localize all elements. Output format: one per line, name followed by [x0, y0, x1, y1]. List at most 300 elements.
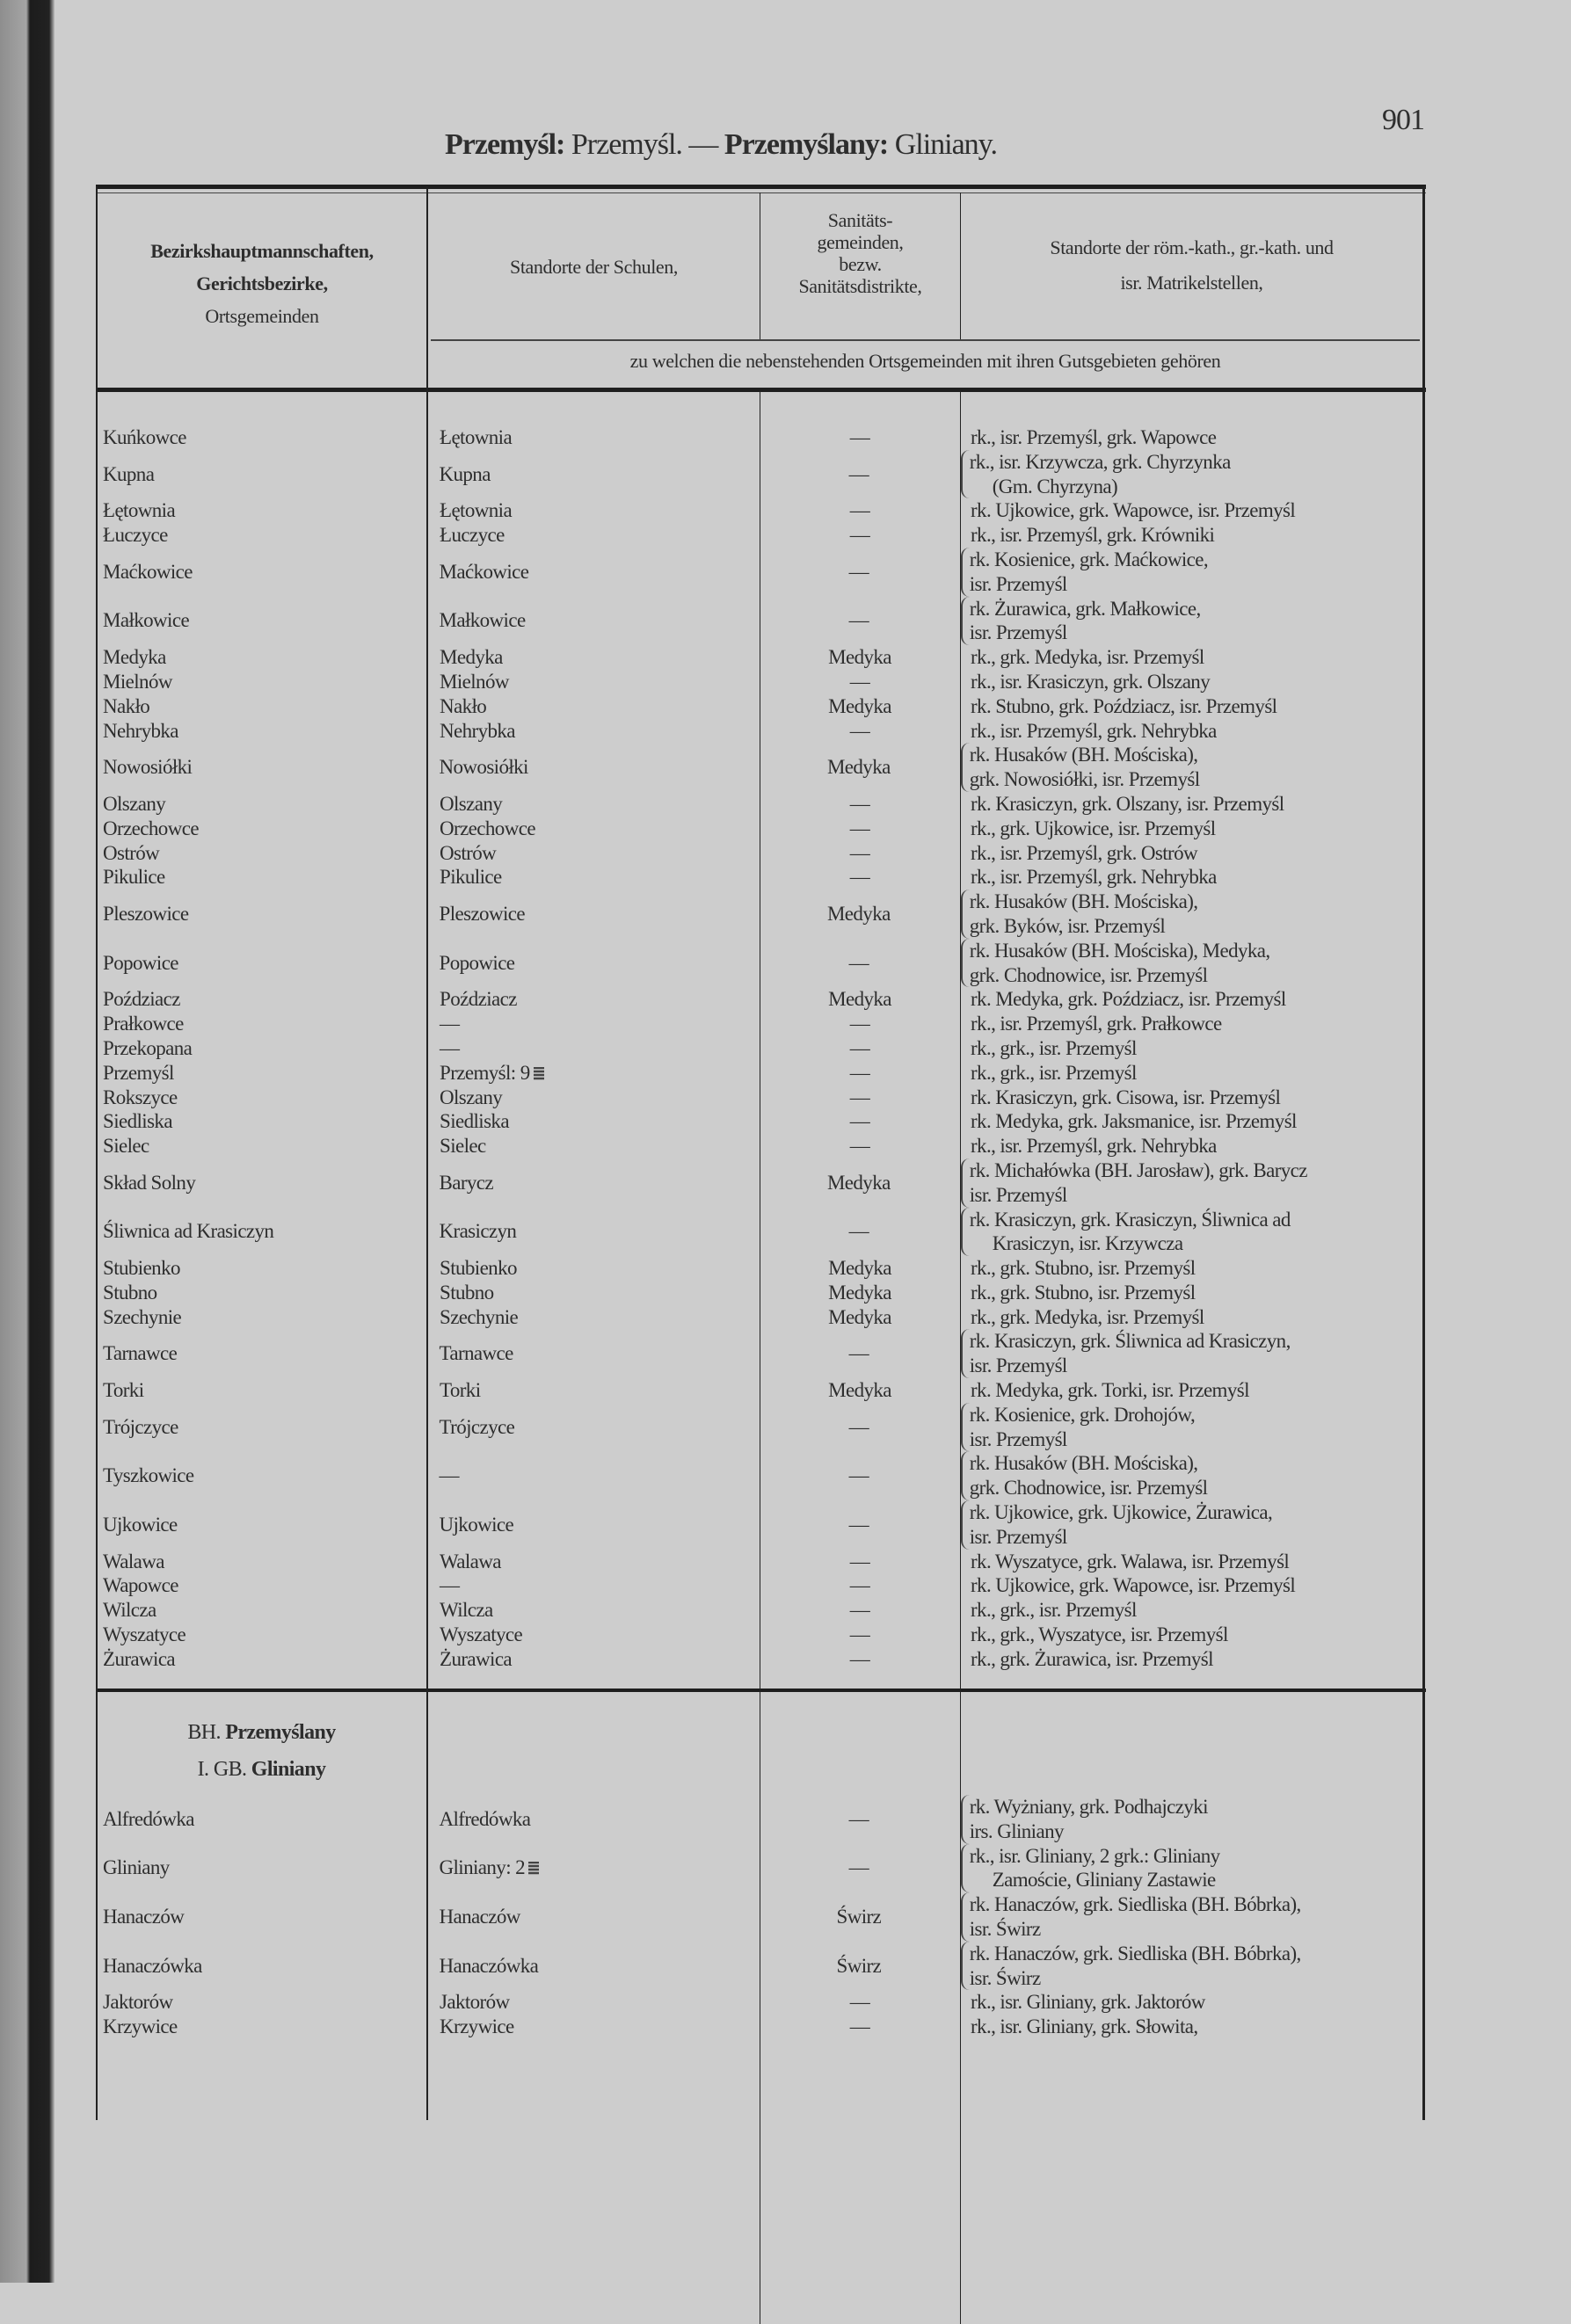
- school-location-text: Popowice: [439, 951, 515, 974]
- school-building-icon: [528, 1862, 539, 1875]
- table-row: [96, 2015, 1424, 2039]
- school-building-icon: [534, 1067, 544, 1080]
- register-line: rk., grk., isr. Przemyśl: [971, 1061, 1137, 1084]
- commune-name: Mielnów: [103, 670, 172, 693]
- register-locations: [960, 1990, 1424, 2015]
- school-location: [427, 865, 760, 890]
- register-locations: [960, 670, 1424, 694]
- school-location-text: Olszany: [440, 792, 503, 815]
- table-row: [96, 597, 1424, 646]
- table-row: [96, 1573, 1424, 1598]
- school-location: [427, 608, 760, 633]
- register-line: rk., grk., isr. Przemyśl: [971, 1036, 1137, 1059]
- section-przemysl: [96, 425, 1424, 1672]
- commune-name: Stubno: [103, 1281, 157, 1304]
- sanitary-district: —: [849, 1013, 870, 1035]
- table-row: [96, 743, 1424, 792]
- register-line: rk., grk. Ujkowice, isr. Przemyśl: [971, 817, 1216, 839]
- table-row: [96, 939, 1424, 988]
- register-locations: [960, 694, 1424, 719]
- table-row: [96, 890, 1424, 939]
- table-row: [96, 548, 1424, 597]
- register-locations: [961, 743, 1424, 792]
- school-location: [427, 1086, 760, 1110]
- register-line: rk., grk. Medyka, isr. Przemyśl: [971, 1305, 1204, 1328]
- commune-name: Popowice: [103, 951, 178, 974]
- section-divider-rule: [96, 1689, 1426, 1692]
- school-location-text: Szechynie: [440, 1305, 519, 1328]
- register-line: rk., grk. Stubno, isr. Przemyśl: [971, 1281, 1196, 1304]
- sanitary-district: —: [848, 560, 869, 583]
- school-location: [427, 694, 760, 719]
- school-location-text: Siedliska: [440, 1110, 509, 1133]
- school-location: [427, 1856, 760, 1880]
- sanitary-district: —: [849, 817, 870, 839]
- school-location-text: Poździacz: [440, 988, 517, 1011]
- table-row: [96, 1329, 1424, 1378]
- table-row: [96, 1451, 1424, 1500]
- school-location: [427, 1281, 760, 1305]
- register-locations: [960, 2015, 1424, 2039]
- register-locations: [961, 1942, 1424, 1991]
- sanitary-district: Medyka: [828, 1281, 891, 1304]
- register-line: grk. Chodnowice, isr. Przemyśl: [969, 1477, 1208, 1500]
- header-col4-line: isr. Matrikelstellen,: [1120, 272, 1263, 294]
- header-col4-line: Standorte der röm.-kath., gr.-kath. und: [1050, 236, 1334, 258]
- register-locations: [961, 1329, 1424, 1378]
- school-location-text: Sielec: [440, 1135, 486, 1158]
- school-location: [427, 1954, 760, 1979]
- school-location-text: Ostrów: [440, 841, 497, 864]
- register-locations: [960, 1305, 1424, 1330]
- register-line: grk. Nowosiółki, isr. Przemyśl: [969, 768, 1200, 791]
- sanitary-district: Medyka: [826, 1171, 891, 1194]
- school-location: [427, 462, 760, 487]
- sanitary-district: —: [849, 499, 870, 522]
- register-locations: [960, 645, 1424, 670]
- school-location-text: Nehrybka: [440, 719, 515, 742]
- register-line: rk. Ujkowice, grk. Wapowce, isr. Przemyśl: [971, 1574, 1296, 1597]
- school-location: [427, 841, 760, 866]
- table-row: [96, 498, 1424, 523]
- sanitary-district: —: [849, 426, 870, 448]
- register-line: rk. Husaków (BH. Mościska), Medyka,: [969, 939, 1270, 962]
- register-locations: [960, 1256, 1424, 1281]
- district-name: Przemyślany: [225, 1721, 336, 1744]
- school-location-text: Pleszowice: [439, 903, 525, 926]
- district-prefix: BH.: [187, 1721, 221, 1744]
- header-col1-line: Bezirkshauptmannschaften,: [150, 240, 374, 262]
- register-line: rk. Kosienice, grk. Drohojów,: [969, 1403, 1196, 1426]
- commune-name: Hanaczów: [103, 1906, 185, 1928]
- school-location-text: Barycz: [439, 1171, 494, 1194]
- commune-name: Orzechowce: [103, 817, 199, 839]
- school-location-text: —: [440, 1574, 460, 1597]
- sanitary-district: —: [848, 1807, 869, 1830]
- register-locations: [961, 548, 1424, 597]
- sanitary-district: —: [848, 1513, 869, 1536]
- school-location-text: Olszany: [440, 1086, 503, 1108]
- commune-name: Pleszowice: [103, 903, 189, 926]
- school-location: [427, 1647, 760, 1672]
- sanitary-district: —: [849, 866, 870, 889]
- commune-name: Tarnawce: [103, 1342, 178, 1365]
- title-court-2: Gliniany.: [894, 128, 997, 161]
- register-locations: [960, 1647, 1424, 1672]
- header-col3-line: Sanitätsdistrikte,: [798, 275, 922, 297]
- sanitary-district: —: [849, 841, 870, 864]
- school-location-text: Orzechowce: [440, 817, 535, 839]
- table-row: [96, 1942, 1424, 1991]
- register-line: rk., grk. Stubno, isr. Przemyśl: [971, 1257, 1196, 1280]
- register-line: rk. Ujkowice, grk. Ujkowice, Żurawica,: [969, 1501, 1273, 1524]
- register-line: rk. Medyka, grk. Jaksmanice, isr. Przemyśl: [971, 1110, 1297, 1133]
- school-location-text: Medyka: [440, 646, 503, 669]
- sanitary-district: —: [849, 1574, 870, 1597]
- sanitary-district: —: [849, 670, 870, 693]
- school-location: [427, 1807, 760, 1832]
- register-locations: [960, 523, 1424, 548]
- commune-name: Małkowice: [103, 609, 190, 632]
- sanitary-district: —: [848, 1220, 869, 1243]
- page-title: [0, 128, 1442, 162]
- school-location-text: Łuczyce: [440, 524, 505, 547]
- register-locations: [960, 1012, 1424, 1036]
- school-location: [427, 1990, 760, 2015]
- commune-name: Ujkowice: [103, 1513, 178, 1536]
- sanitary-district: —: [848, 1342, 869, 1365]
- commune-name: Maćkowice: [103, 560, 193, 583]
- commune-name: Kuńkowce: [103, 426, 186, 448]
- register-line: rk. Medyka, grk. Torki, isr. Przemyśl: [971, 1379, 1249, 1402]
- school-location-text: Krasiczyn: [439, 1220, 517, 1243]
- table-row: [96, 670, 1424, 694]
- sanitary-district: Medyka: [828, 988, 891, 1011]
- commune-name: Olszany: [103, 792, 166, 815]
- register-line: rk. Husaków (BH. Mościska),: [969, 744, 1198, 766]
- register-line: rk. Medyka, grk. Poździacz, isr. Przemyśl: [971, 988, 1286, 1011]
- commune-name: Jaktorów: [103, 1991, 173, 2014]
- commune-name: Szechynie: [103, 1305, 182, 1328]
- commune-name: Kupna: [103, 462, 155, 485]
- register-locations: [960, 425, 1424, 450]
- register-line: isr. Przemyśl: [969, 1354, 1067, 1377]
- sanitary-district: Świrz: [836, 1954, 882, 1977]
- school-location: [427, 425, 760, 450]
- school-location-text: Wilcza: [440, 1599, 493, 1622]
- sanitary-district: Medyka: [828, 694, 891, 717]
- school-location-text: Tarnawce: [439, 1342, 513, 1365]
- table-row: [96, 817, 1424, 841]
- table-row: [96, 841, 1424, 866]
- subheader-rule: [431, 339, 1420, 341]
- register-line: rk., isr. Przemyśl, grk. Nehrybka: [971, 719, 1217, 742]
- register-locations: [961, 890, 1424, 939]
- header-col-communes: [98, 239, 426, 328]
- commune-name: Wilcza: [103, 1599, 156, 1622]
- school-location-text: —: [440, 1036, 460, 1059]
- register-line: isr. Przemyśl: [969, 1183, 1067, 1206]
- school-location-text: Gliniany: 2: [439, 1856, 526, 1879]
- table-row: [96, 1550, 1424, 1574]
- register-line: isr. Przemyśl: [969, 572, 1067, 595]
- header-bottom-rule: [96, 388, 1426, 392]
- register-line: isr. Świrz: [969, 1917, 1041, 1940]
- school-location: [427, 645, 760, 670]
- school-location-text: Żurawica: [440, 1647, 513, 1670]
- school-location: [427, 1256, 760, 1281]
- table-row: [96, 1158, 1424, 1208]
- register-line: rk., isr. Przemyśl, grk. Wapowce: [971, 426, 1217, 448]
- sanitary-district: —: [848, 1464, 869, 1487]
- register-line: rk. Husaków (BH. Mościska),: [969, 890, 1198, 913]
- school-location-text: Kupna: [439, 462, 491, 485]
- commune-name: Ostrów: [103, 841, 160, 864]
- register-locations: [961, 1208, 1424, 1257]
- school-location: [427, 1109, 760, 1134]
- school-location: [427, 1415, 760, 1440]
- table-row: [96, 1795, 1424, 1844]
- sanitary-district: —: [849, 524, 870, 547]
- header-col3-line: bezw.: [839, 253, 882, 275]
- register-locations: [960, 1281, 1424, 1305]
- sanitary-district: Medyka: [828, 1305, 891, 1328]
- court-heading: [96, 1758, 427, 1782]
- commune-name: Gliniany: [103, 1856, 170, 1879]
- register-locations: [960, 1598, 1424, 1623]
- school-location-text: Łętownia: [440, 499, 513, 522]
- header-col-sanitary: [760, 209, 960, 297]
- header-col1-line: Gerichtsbezirke,: [196, 272, 328, 294]
- register-locations: [960, 865, 1424, 890]
- school-location: [427, 719, 760, 744]
- commune-name: Skład Solny: [103, 1171, 196, 1194]
- register-line: rk. Żurawica, grk. Małkowice,: [969, 597, 1201, 620]
- register-line: isr. Przemyśl: [969, 1427, 1067, 1450]
- register-locations: [960, 1134, 1424, 1158]
- commune-name: Nowosiółki: [103, 756, 193, 779]
- register-line: isr. Przemyśl: [969, 621, 1067, 644]
- commune-name: Nakło: [103, 694, 150, 717]
- school-location-text: Stubno: [440, 1281, 494, 1304]
- table-row: [96, 1892, 1424, 1942]
- school-location: [427, 1134, 760, 1158]
- table-row: [96, 1208, 1424, 1257]
- school-location-text: Nowosiółki: [439, 756, 528, 779]
- school-location: [427, 1341, 760, 1366]
- commune-name: Żurawica: [103, 1647, 176, 1670]
- title-district-2: Przemyślany:: [724, 128, 889, 161]
- commune-name: Łuczyce: [103, 524, 168, 547]
- commune-name: Wapowce: [103, 1574, 178, 1597]
- register-line: rk. Hanaczów, grk. Siedliska (BH. Bóbrka),: [969, 1942, 1301, 1965]
- register-line: rk. Michałówka (BH. Jarosław), grk. Barycz: [969, 1158, 1307, 1181]
- commune-name: Walawa: [103, 1550, 164, 1572]
- section-gliniany: [96, 1795, 1424, 2039]
- sanitary-district: —: [849, 2015, 870, 2038]
- table-row: [96, 425, 1424, 450]
- sanitary-district: —: [849, 1550, 870, 1572]
- school-location: [427, 1550, 760, 1574]
- sanitary-district: Medyka: [826, 756, 891, 779]
- court-name: Gliniany: [251, 1758, 326, 1781]
- school-location: [427, 817, 760, 841]
- commune-name: Trójczyce: [103, 1415, 178, 1438]
- register-locations: [961, 450, 1424, 499]
- register-locations: [960, 1550, 1424, 1574]
- school-location-text: Trójczyce: [439, 1415, 515, 1438]
- register-line: rk., isr. Krzywcza, grk. Chyrzynka: [969, 450, 1231, 473]
- school-location: [427, 1012, 760, 1036]
- page-number: 901: [1382, 104, 1424, 136]
- school-location: [427, 1171, 760, 1195]
- register-line: rk., grk. Medyka, isr. Przemyśl: [971, 646, 1204, 669]
- school-location: [427, 1513, 760, 1537]
- table-row: [96, 1134, 1424, 1158]
- sanitary-district: Medyka: [826, 903, 891, 926]
- table-row: [96, 792, 1424, 817]
- school-location: [427, 1598, 760, 1623]
- register-line: rk. Krasiczyn, grk. Olszany, isr. Przemyśl: [971, 792, 1284, 815]
- register-line: isr. Przemyśl: [969, 1525, 1067, 1548]
- school-location: [427, 1573, 760, 1598]
- header-col3-line: Sanitäts-: [827, 209, 893, 231]
- school-location-text: Wyszatyce: [440, 1623, 523, 1646]
- table-row: [96, 1281, 1424, 1305]
- sanitary-district: —: [848, 609, 869, 632]
- register-locations: [961, 1892, 1424, 1942]
- register-locations: [961, 939, 1424, 988]
- commune-name: Sielec: [103, 1135, 149, 1158]
- district-heading: [96, 1721, 427, 1745]
- sanitary-district: Medyka: [828, 646, 891, 669]
- table-row: [96, 1500, 1424, 1550]
- table-top-rule: [96, 185, 1426, 189]
- sanitary-district: —: [849, 1623, 870, 1646]
- register-locations: [961, 1844, 1424, 1893]
- table-row: [96, 1623, 1424, 1647]
- school-location-text: Hanaczów: [439, 1906, 520, 1928]
- register-locations: [960, 841, 1424, 866]
- table-row: [96, 1378, 1424, 1403]
- register-locations: [960, 792, 1424, 817]
- commune-name: Nehrybka: [103, 719, 178, 742]
- sanitary-district: —: [849, 1599, 870, 1622]
- school-location-text: Hanaczówka: [439, 1954, 539, 1977]
- school-location: [427, 755, 760, 780]
- school-location: [427, 523, 760, 548]
- commune-name: Łętownia: [103, 499, 176, 522]
- commune-name: Stubienko: [103, 1257, 180, 1280]
- register-line: rk. Krasiczyn, grk. Cisowa, isr. Przemyśl: [971, 1086, 1281, 1108]
- school-location: [427, 498, 760, 523]
- school-location: [427, 2015, 760, 2039]
- register-line: (Gm. Chyrzyna): [992, 475, 1118, 497]
- commune-name: Rokszyce: [103, 1086, 178, 1108]
- commune-name: Alfredówka: [103, 1807, 194, 1830]
- commune-name: Przemyśl: [103, 1061, 174, 1084]
- register-line: isr. Świrz: [969, 1966, 1041, 1989]
- title-district-1: Przemyśl:: [445, 128, 565, 161]
- table-row: [96, 523, 1424, 548]
- header-col-registers: [961, 230, 1422, 301]
- sanitary-district: —: [849, 1991, 870, 2014]
- school-location-text: —: [440, 1013, 460, 1035]
- table-top-thin-rule: [96, 192, 1426, 193]
- table-row: [96, 987, 1424, 1012]
- register-locations: [960, 1573, 1424, 1598]
- school-location: [427, 1036, 760, 1061]
- register-line: rk. Wyżniany, grk. Podhajczyki: [969, 1796, 1208, 1818]
- table-row: [96, 1061, 1424, 1086]
- register-locations: [960, 1061, 1424, 1086]
- register-locations: [961, 1158, 1424, 1208]
- sanitary-district: —: [848, 951, 869, 974]
- table-row: [96, 1086, 1424, 1110]
- table-row: [96, 1403, 1424, 1452]
- school-location-text: Alfredówka: [439, 1807, 531, 1830]
- register-line: rk., isr. Przemyśl, grk. Prałkowce: [971, 1013, 1222, 1035]
- table-row: [96, 865, 1424, 890]
- commune-name: Prałkowce: [103, 1013, 184, 1035]
- commune-name: Torki: [103, 1379, 144, 1402]
- register-line: rk., isr. Gliniany, grk. Jaktorów: [971, 1991, 1205, 2014]
- school-location-text: Pikulice: [440, 866, 502, 889]
- register-line: rk. Krasiczyn, grk. Krasiczyn, Śliwnica ad: [969, 1208, 1291, 1231]
- school-location-text: Małkowice: [439, 609, 526, 632]
- table-row: [96, 1036, 1424, 1061]
- register-locations: [960, 719, 1424, 744]
- register-locations: [961, 1500, 1424, 1550]
- school-location-text: Stubienko: [440, 1257, 517, 1280]
- school-location-text: Łętownia: [440, 426, 513, 448]
- sanitary-district: —: [848, 1856, 869, 1879]
- register-line: rk., grk. Żurawica, isr. Przemyśl: [971, 1647, 1213, 1670]
- register-line: rk. Krasiczyn, grk. Śliwnica ad Krasiczyn,: [969, 1330, 1291, 1353]
- register-line: rk., isr. Krasiczyn, grk. Olszany: [971, 670, 1211, 693]
- sanitary-district: Świrz: [836, 1906, 882, 1928]
- header-col1-line: Ortsgemeinden: [205, 305, 319, 327]
- school-location-text: Ujkowice: [439, 1513, 514, 1536]
- sanitary-district: —: [849, 1036, 870, 1059]
- register-line: rk., grk., Wyszatyce, isr. Przemyśl: [971, 1623, 1228, 1646]
- school-location: [427, 902, 760, 926]
- header-col3-line: gemeinden,: [817, 231, 904, 253]
- register-line: rk. Ujkowice, grk. Wapowce, isr. Przemyśl: [971, 499, 1296, 522]
- register-line: rk. Stubno, grk. Poździacz, isr. Przemyśl: [971, 694, 1277, 717]
- school-location-text: Walawa: [440, 1550, 501, 1572]
- school-location: [427, 1463, 760, 1488]
- register-locations: [961, 1451, 1424, 1500]
- register-locations: [960, 1086, 1424, 1110]
- school-location-text: Nakło: [440, 694, 487, 717]
- table-row: [96, 1256, 1424, 1281]
- register-locations: [961, 1795, 1424, 1844]
- sanitary-district: —: [849, 792, 870, 815]
- header-col-schools: Standorte der Schulen,: [510, 256, 678, 278]
- register-line: rk. Hanaczów, grk. Siedliska (BH. Bóbrka),: [969, 1893, 1301, 1916]
- register-line: rk., isr. Przemyśl, grk. Nehrybka: [971, 866, 1217, 889]
- table-row: [96, 1305, 1424, 1330]
- school-location-text: Maćkowice: [439, 560, 529, 583]
- school-location: [427, 1905, 760, 1929]
- school-location: [427, 1061, 760, 1086]
- sanitary-district: —: [849, 1647, 870, 1670]
- register-locations: [960, 1109, 1424, 1134]
- register-locations: [961, 1403, 1424, 1452]
- register-line: grk. Chodnowice, isr. Przemyśl: [969, 963, 1208, 986]
- register-line: rk. Wyszatyce, grk. Walawa, isr. Przemyśl: [971, 1550, 1290, 1572]
